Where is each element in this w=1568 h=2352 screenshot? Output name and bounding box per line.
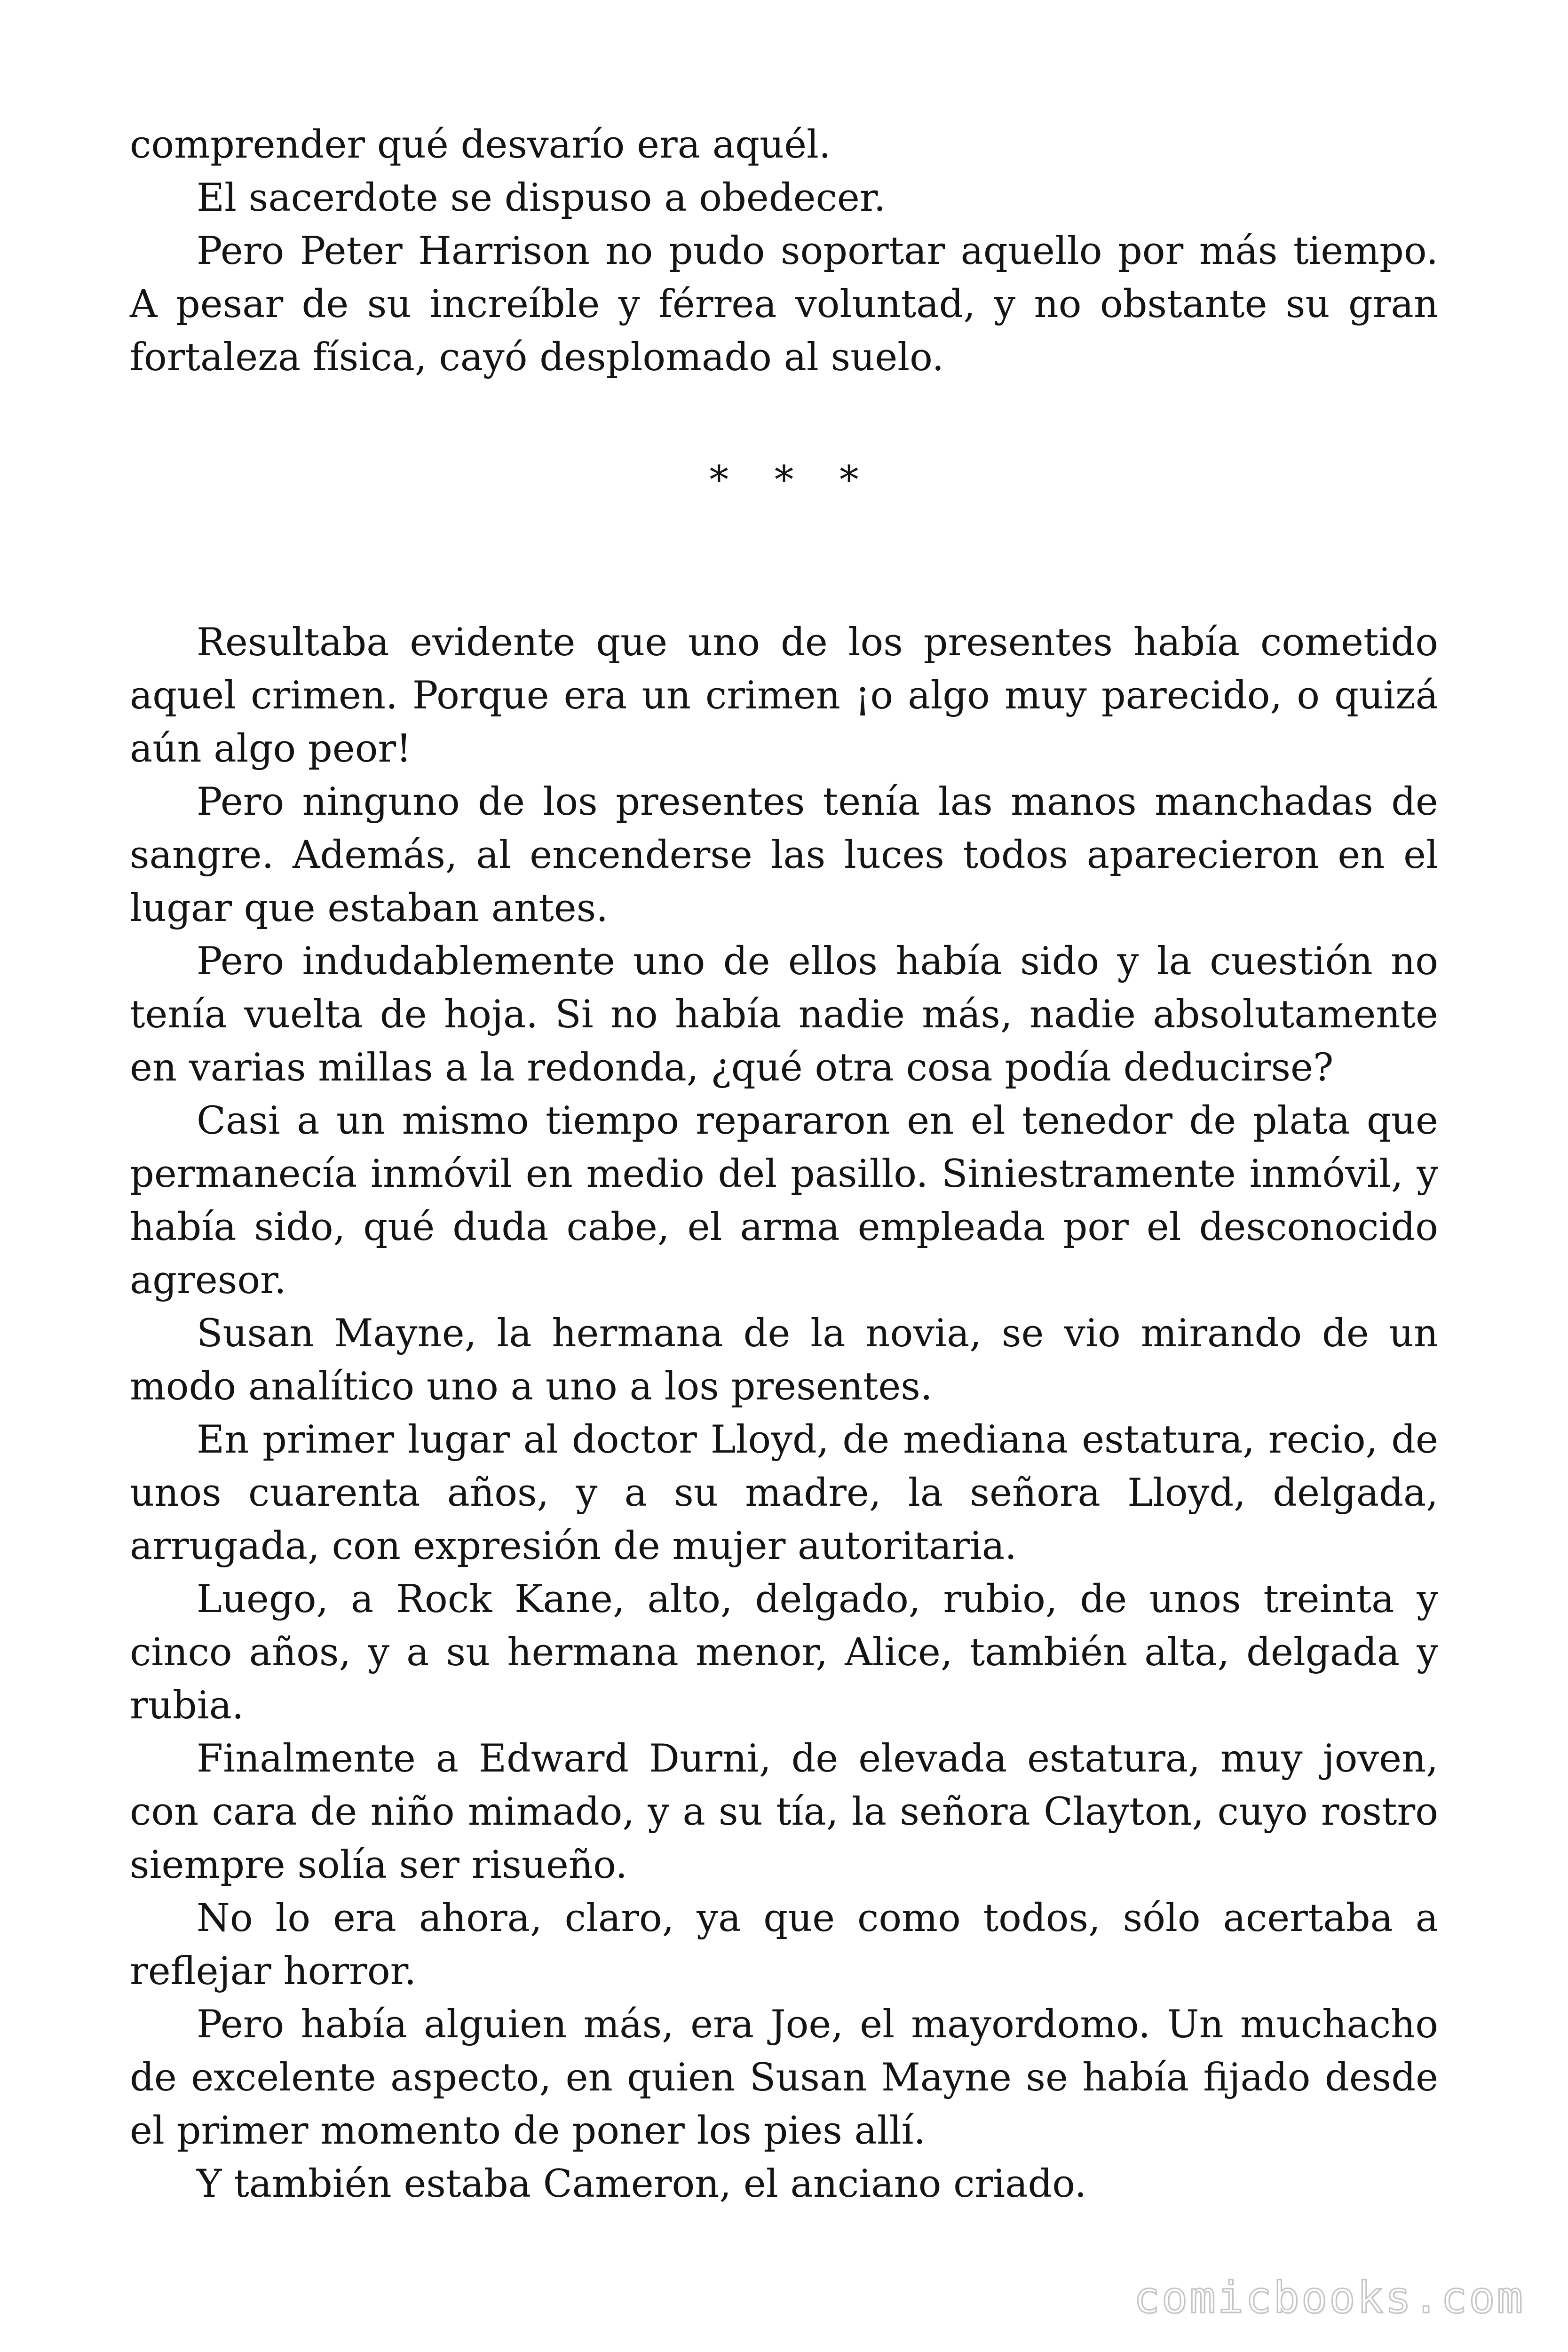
- book-page: [130, 119, 1438, 2211]
- paragraph: Pero ninguno de los presentes tenía las manos manchadas de sangre. Además, al encenderse las luces todos aparecieron en el lugar que estaban antes.: [130, 780, 1438, 930]
- paragraph: Resultaba evidente que uno de los presentes había cometido aquel crimen. Porque era un crimen ¡o algo muy parecido, o quizá aún algo peor!: [130, 620, 1438, 771]
- paragraph: El sacerdote se dispuso a obedecer.: [197, 176, 886, 220]
- section-separator: * * *: [709, 458, 876, 502]
- paragraph-continued: comprender qué desvarío era aquél.: [130, 123, 831, 167]
- section-gap: [130, 384, 1438, 454]
- paragraph: Casi a un mismo tiempo repararon en el tenedor de plata que permanecía inmóvil en medio del pasillo. Siniestramente inmóvil, y había sido, qué duda cabe, el arma empleada por el desconocido agresor.: [130, 1099, 1438, 1303]
- paragraph: Pero Peter Harrison no pudo soportar aquello por más tiempo. A pesar de su increíble y férrea voluntad, y no obstante su gran fortaleza física, cayó desplomado al suelo.: [130, 229, 1438, 380]
- paragraph: Luego, a Rock Kane, alto, delgado, rubio, de unos treinta y cinco años, y a su hermana menor, Alice, también alta, delgada y rubia.: [130, 1577, 1438, 1728]
- section-gap: [130, 507, 1438, 616]
- paragraph: Y también estaba Cameron, el anciano criado.: [197, 2162, 1087, 2206]
- paragraph: No lo era ahora, claro, ya que como todos, sólo acertaba a reflejar horror.: [130, 1896, 1438, 1994]
- site-watermark: comicbooks.com: [1133, 2273, 1525, 2323]
- paragraph: Finalmente a Edward Durni, de elevada estatura, muy joven, con cara de niño mimado, y a su tía, la señora Clayton, cuyo rostro siempre solía ser risueño.: [130, 1737, 1438, 1887]
- paragraph: Susan Mayne, la hermana de la novia, se vio mirando de un modo analítico uno a uno a los presentes.: [130, 1311, 1438, 1409]
- paragraph: Pero había alguien más, era Joe, el mayordomo. Un muchacho de excelente aspecto, en quien Susan Mayne se había fijado desde el primer momento de poner los pies allí.: [130, 2002, 1438, 2153]
- paragraph: En primer lugar al doctor Lloyd, de mediana estatura, recio, de unos cuarenta años, y a su madre, la señora Lloyd, delgada, arrugada, con expresión de mujer autoritaria.: [130, 1418, 1438, 1568]
- paragraph: Pero indudablemente uno de ellos había sido y la cuestión no tenía vuelta de hoja. Si no había nadie más, nadie absolutamente en varias millas a la redonda, ¿qué otra cosa podía deducirse?: [130, 939, 1438, 1090]
